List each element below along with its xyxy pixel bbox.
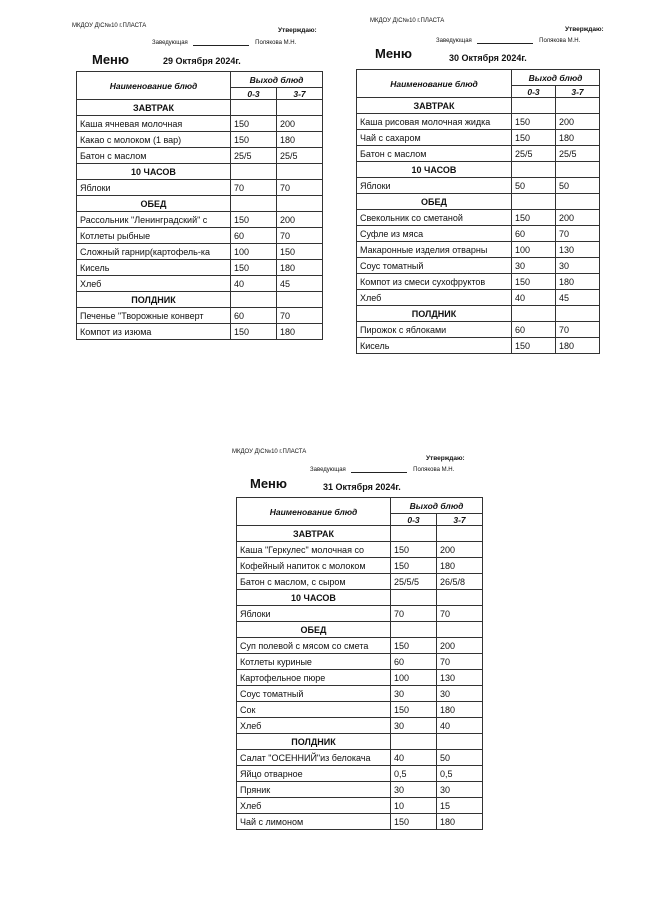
table-row — [77, 148, 323, 164]
dish-name-cell: Пряник — [237, 782, 391, 798]
meal-section-title: ЗАВТРАК — [237, 526, 391, 542]
dish-name-cell: Хлеб — [237, 798, 391, 814]
portion-young-cell: 30 — [391, 718, 437, 734]
dish-name-cell: Хлеб — [237, 718, 391, 734]
section-row — [357, 162, 600, 178]
section-row — [357, 194, 600, 210]
head-label: Заведующая — [436, 38, 472, 44]
table-row — [357, 130, 600, 146]
portion-older-cell: 25/5 — [277, 148, 323, 164]
menu-title: Меню — [375, 46, 413, 61]
table-row — [357, 338, 600, 354]
portion-older-cell: 30 — [437, 782, 483, 798]
portion-young-cell: 40 — [231, 276, 277, 292]
empty-cell — [556, 98, 600, 114]
portion-older-cell: 200 — [437, 542, 483, 558]
table-row — [357, 290, 600, 306]
table-row — [77, 244, 323, 260]
portion-older-cell: 70 — [277, 308, 323, 324]
portion-young-cell: 70 — [231, 180, 277, 196]
portion-young-cell: 150 — [231, 260, 277, 276]
table-row — [357, 242, 600, 258]
portion-young-cell: 150 — [231, 116, 277, 132]
approve-label: Утверждаю: — [565, 26, 604, 33]
table-row — [77, 324, 323, 340]
dish-name-cell: Батон с маслом, с сыром — [237, 574, 391, 590]
portion-older-cell: 200 — [437, 638, 483, 654]
age-group-young-header: 0-3 — [231, 88, 277, 100]
portion-young-cell: 60 — [231, 228, 277, 244]
section-row — [237, 526, 483, 542]
portion-young-cell: 150 — [512, 130, 556, 146]
portion-young-cell: 25/5/5 — [391, 574, 437, 590]
section-row — [357, 306, 600, 322]
dish-name-cell: Пирожок с яблоками — [357, 322, 512, 338]
menu-date: 29 Октября 2024г. — [163, 56, 241, 66]
dish-name-cell: Батон с маслом — [77, 148, 231, 164]
head-label: Заведующая — [152, 40, 188, 46]
dish-name-cell: Соус томатный — [357, 258, 512, 274]
meal-section-title: ЗАВТРАК — [357, 98, 512, 114]
dish-name-cell: Кофейный напиток с молоком — [237, 558, 391, 574]
portion-older-cell: 15 — [437, 798, 483, 814]
empty-cell — [277, 164, 323, 180]
head-name: Полякова М.Н. — [539, 38, 581, 44]
dish-name-cell: Компот из смеси сухофруктов — [357, 274, 512, 290]
dish-name-cell: Котлеты куриные — [237, 654, 391, 670]
portion-older-cell: 70 — [277, 180, 323, 196]
empty-cell — [277, 196, 323, 212]
age-group-young-header: 0-3 — [391, 514, 437, 526]
table-row — [77, 260, 323, 276]
empty-cell — [437, 734, 483, 750]
age-group-older-header: 3-7 — [556, 86, 600, 98]
menu-title: Меню — [250, 476, 288, 491]
portion-young-cell: 60 — [231, 308, 277, 324]
portion-young-cell: 150 — [512, 114, 556, 130]
table-row — [237, 782, 483, 798]
portion-older-cell: 30 — [437, 686, 483, 702]
dish-name-cell: Яблоки — [77, 180, 231, 196]
section-row — [237, 590, 483, 606]
meal-section-title: 10 ЧАСОВ — [77, 164, 231, 180]
table-row — [357, 210, 600, 226]
dish-name-cell: Хлеб — [77, 276, 231, 292]
dish-name-cell: Соус томатный — [237, 686, 391, 702]
portion-young-cell: 70 — [391, 606, 437, 622]
section-row — [77, 100, 323, 116]
dish-name-cell: Картофельное пюре — [237, 670, 391, 686]
empty-cell — [231, 100, 277, 116]
table-row — [77, 276, 323, 292]
empty-cell — [437, 590, 483, 606]
portion-older-cell: 180 — [437, 702, 483, 718]
portion-young-cell: 150 — [391, 702, 437, 718]
section-row — [237, 622, 483, 638]
dish-name-header: Наименование блюд — [357, 70, 512, 98]
dish-name-cell: Печенье "Творожные конверт — [77, 308, 231, 324]
dish-name-cell: Макаронные изделия отварны — [357, 242, 512, 258]
portion-young-cell: 40 — [391, 750, 437, 766]
portion-older-cell: 180 — [277, 324, 323, 340]
portion-older-cell: 70 — [437, 654, 483, 670]
portion-young-cell: 150 — [231, 132, 277, 148]
table-row — [237, 798, 483, 814]
dish-name-cell: Компот из изюма — [77, 324, 231, 340]
meal-section-title: 10 ЧАСОВ — [237, 590, 391, 606]
menu-table — [356, 69, 600, 354]
table-row — [357, 178, 600, 194]
meal-section-title: ОБЕД — [237, 622, 391, 638]
empty-cell — [231, 196, 277, 212]
portion-young-cell: 150 — [391, 638, 437, 654]
dish-name-cell: Чай с сахаром — [357, 130, 512, 146]
age-group-older-header: 3-7 — [437, 514, 483, 526]
portion-older-cell: 180 — [556, 274, 600, 290]
meal-section-title: ПОЛДНИК — [357, 306, 512, 322]
dish-name-cell: Рассольник "Ленинградский" с — [77, 212, 231, 228]
portion-older-cell: 180 — [437, 558, 483, 574]
age-group-young-header: 0-3 — [512, 86, 556, 98]
portion-young-cell: 30 — [512, 258, 556, 274]
portion-older-cell: 50 — [437, 750, 483, 766]
table-row — [77, 228, 323, 244]
table-row — [77, 132, 323, 148]
dish-name-cell: Каша рисовая молочная жидка — [357, 114, 512, 130]
dish-name-cell: Чай с лимоном — [237, 814, 391, 830]
meal-section-title: ЗАВТРАК — [77, 100, 231, 116]
portion-young-cell: 60 — [512, 226, 556, 242]
signature-line — [477, 43, 533, 44]
portion-young-cell: 40 — [512, 290, 556, 306]
table-row — [237, 750, 483, 766]
section-row — [357, 98, 600, 114]
portion-young-cell: 150 — [512, 274, 556, 290]
section-row — [77, 164, 323, 180]
dish-name-cell: Кисель — [357, 338, 512, 354]
head-signature-row — [310, 467, 454, 473]
dish-name-header: Наименование блюд — [77, 72, 231, 100]
portion-young-cell: 25/5 — [231, 148, 277, 164]
section-row — [77, 292, 323, 308]
dish-name-cell: Котлеты рыбные — [77, 228, 231, 244]
org-name: МКДОУ Д\С№10 г.ПЛАСТА — [232, 449, 307, 455]
dish-name-header: Наименование блюд — [237, 498, 391, 526]
section-row — [77, 196, 323, 212]
head-signature-row — [436, 38, 580, 44]
table-row — [237, 814, 483, 830]
empty-cell — [277, 100, 323, 116]
portion-young-cell: 150 — [391, 542, 437, 558]
portion-older-cell: 45 — [556, 290, 600, 306]
empty-cell — [391, 622, 437, 638]
output-header: Выход блюд — [512, 70, 600, 86]
portion-young-cell: 150 — [391, 814, 437, 830]
empty-cell — [556, 194, 600, 210]
table-row — [357, 322, 600, 338]
portion-older-cell: 130 — [556, 242, 600, 258]
empty-cell — [391, 526, 437, 542]
empty-cell — [437, 622, 483, 638]
portion-young-cell: 100 — [231, 244, 277, 260]
head-signature-row — [152, 40, 296, 46]
portion-young-cell: 0,5 — [391, 766, 437, 782]
portion-older-cell: 200 — [556, 210, 600, 226]
output-header: Выход блюд — [391, 498, 483, 514]
portion-young-cell: 100 — [391, 670, 437, 686]
portion-young-cell: 25/5 — [512, 146, 556, 162]
portion-older-cell: 26/5/8 — [437, 574, 483, 590]
portion-older-cell: 70 — [437, 606, 483, 622]
table-row — [237, 766, 483, 782]
empty-cell — [391, 590, 437, 606]
head-label: Заведующая — [310, 467, 346, 473]
portion-older-cell: 180 — [277, 260, 323, 276]
portion-older-cell: 50 — [556, 178, 600, 194]
portion-older-cell: 40 — [437, 718, 483, 734]
dish-name-cell: Какао с молоком (1 вар) — [77, 132, 231, 148]
portion-older-cell: 200 — [277, 212, 323, 228]
empty-cell — [277, 292, 323, 308]
portion-older-cell: 70 — [556, 226, 600, 242]
table-row — [237, 574, 483, 590]
empty-cell — [512, 162, 556, 178]
portion-young-cell: 100 — [512, 242, 556, 258]
table-row — [357, 146, 600, 162]
menu-table — [236, 497, 483, 830]
table-row — [357, 258, 600, 274]
table-row — [237, 606, 483, 622]
empty-cell — [391, 734, 437, 750]
empty-cell — [231, 164, 277, 180]
menu-date: 31 Октября 2024г. — [323, 482, 401, 492]
dish-name-cell: Яйцо отварное — [237, 766, 391, 782]
table-row — [237, 558, 483, 574]
table-row — [237, 702, 483, 718]
empty-cell — [556, 306, 600, 322]
section-row — [237, 734, 483, 750]
portion-older-cell: 70 — [277, 228, 323, 244]
dish-name-cell: Каша "Геркулес" молочная со — [237, 542, 391, 558]
portion-older-cell: 130 — [437, 670, 483, 686]
empty-cell — [437, 526, 483, 542]
portion-young-cell: 10 — [391, 798, 437, 814]
empty-cell — [512, 194, 556, 210]
approve-label: Утверждаю: — [278, 27, 317, 34]
age-group-older-header: 3-7 — [277, 88, 323, 100]
table-row — [237, 638, 483, 654]
table-row — [77, 308, 323, 324]
portion-older-cell: 200 — [556, 114, 600, 130]
portion-young-cell: 60 — [391, 654, 437, 670]
table-row — [237, 654, 483, 670]
table-row — [357, 114, 600, 130]
portion-young-cell: 150 — [231, 212, 277, 228]
menu-title: Меню — [92, 52, 130, 67]
dish-name-cell: Каша ячневая молочная — [77, 116, 231, 132]
meal-section-title: ОБЕД — [77, 196, 231, 212]
dish-name-cell: Кисель — [77, 260, 231, 276]
signature-line — [193, 45, 249, 46]
empty-cell — [512, 98, 556, 114]
table-row — [357, 226, 600, 242]
portion-young-cell: 150 — [391, 558, 437, 574]
empty-cell — [556, 162, 600, 178]
portion-older-cell: 180 — [556, 130, 600, 146]
table-row — [77, 212, 323, 228]
table-row — [237, 542, 483, 558]
meal-section-title: ПОЛДНИК — [77, 292, 231, 308]
portion-young-cell: 150 — [512, 338, 556, 354]
meal-section-title: ПОЛДНИК — [237, 734, 391, 750]
signature-line — [351, 472, 407, 473]
dish-name-cell: Батон с маслом — [357, 146, 512, 162]
dish-name-cell: Салат "ОСЕННИЙ"из белокача — [237, 750, 391, 766]
portion-young-cell: 30 — [391, 686, 437, 702]
dish-name-cell: Суфле из мяса — [357, 226, 512, 242]
table-row — [77, 180, 323, 196]
table-row — [237, 670, 483, 686]
portion-older-cell: 150 — [277, 244, 323, 260]
portion-older-cell: 70 — [556, 322, 600, 338]
head-name: Полякова М.Н. — [413, 467, 455, 473]
dish-name-cell: Хлеб — [357, 290, 512, 306]
portion-older-cell: 180 — [277, 132, 323, 148]
portion-young-cell: 30 — [391, 782, 437, 798]
portion-young-cell: 150 — [231, 324, 277, 340]
dish-name-cell: Яблоки — [357, 178, 512, 194]
portion-older-cell: 180 — [556, 338, 600, 354]
dish-name-cell: Яблоки — [237, 606, 391, 622]
portion-young-cell: 150 — [512, 210, 556, 226]
table-row — [237, 686, 483, 702]
portion-older-cell: 200 — [277, 116, 323, 132]
menu-table — [76, 71, 323, 340]
output-header: Выход блюд — [231, 72, 323, 88]
approve-label: Утверждаю: — [426, 455, 465, 462]
empty-cell — [512, 306, 556, 322]
dish-name-cell: Суп полевой с мясом со смета — [237, 638, 391, 654]
meal-section-title: ОБЕД — [357, 194, 512, 210]
menu-date: 30 Октября 2024г. — [449, 53, 527, 63]
org-name: МКДОУ Д\С№10 г.ПЛАСТА — [72, 23, 147, 29]
portion-older-cell: 25/5 — [556, 146, 600, 162]
head-name: Полякова М.Н. — [255, 40, 297, 46]
dish-name-cell: Сок — [237, 702, 391, 718]
portion-older-cell: 180 — [437, 814, 483, 830]
empty-cell — [231, 292, 277, 308]
org-name: МКДОУ Д\С№10 г.ПЛАСТА — [370, 18, 445, 24]
dish-name-cell: Сложный гарнир(картофель-ка — [77, 244, 231, 260]
portion-older-cell: 30 — [556, 258, 600, 274]
table-row — [357, 274, 600, 290]
portion-young-cell: 60 — [512, 322, 556, 338]
portion-young-cell: 50 — [512, 178, 556, 194]
portion-older-cell: 45 — [277, 276, 323, 292]
table-row — [77, 116, 323, 132]
meal-section-title: 10 ЧАСОВ — [357, 162, 512, 178]
dish-name-cell: Свекольник со сметаной — [357, 210, 512, 226]
portion-older-cell: 0,5 — [437, 766, 483, 782]
table-row — [237, 718, 483, 734]
